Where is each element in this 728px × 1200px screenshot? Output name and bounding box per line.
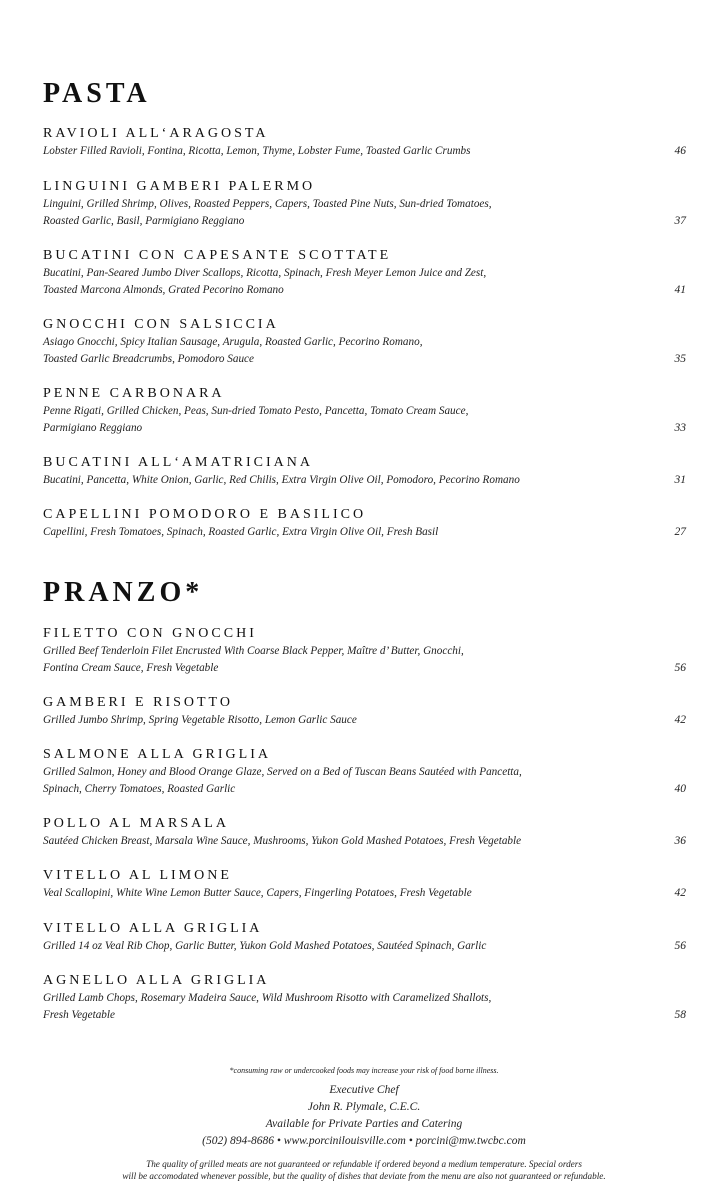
menu-item [43,920,688,955]
item-price: 56 [674,662,686,674]
menu-item [43,625,688,677]
item-name: CAPELLINI POMODORO E BASILICO [43,507,367,522]
item-name: GAMBERI E RISOTTO [43,695,233,710]
menu-item [43,125,688,160]
menu-item [43,247,688,299]
item-description: Linguini, Grilled Shrimp, Olives, Roasted Peppers, Capers, Toasted Pine Nuts, Sun-dried Tomatoes, Roasted Garlic, Basil, Parmigiano Reggiano [43,198,492,227]
item-price: 31 [674,474,686,486]
menu-item [43,178,688,230]
food-safety-warning: *consuming raw or undercooked foods may increase your risk of food borne illness. [229,1066,499,1075]
item-description: Veal Scallopini, White Wine Lemon Butter Sauce, Capers, Fingerling Potatoes, Fresh Vegetable [43,887,472,899]
chef-title: Executive Chef [329,1084,399,1096]
restaurant-info [0,1082,728,1150]
item-price: 56 [674,940,686,952]
item-description: Sautéed Chicken Breast, Marsala Wine Sauce, Mushrooms, Yukon Gold Mashed Potatoes, Fresh Vegetable [43,835,522,847]
menu-item [43,746,688,798]
item-description: Bucatini, Pan-Seared Jumbo Diver Scallops, Ricotta, Spinach, Fresh Meyer Lemon Juice and Zest, Toasted Marcona Almonds, Grated Pecorino Romano [43,267,487,296]
item-description: Grilled Salmon, Honey and Blood Orange Glaze, Served on a Bed of Tuscan Beans Sautéed with Pancetta, Spinach, Cherry Tomatoes, Roasted Garlic [43,766,522,795]
item-name: SALMONE ALLA GRIGLIA [43,747,271,762]
menu-item [43,385,688,437]
menu-item [43,454,688,489]
item-price: 27 [674,526,686,538]
item-price: 41 [674,284,686,296]
item-description: Asiago Gnocchi, Spicy Italian Sausage, Arugula, Roasted Garlic, Pecorino Romano, Toasted Garlic Breadcrumbs, Pomodoro Sauce [43,336,423,365]
menu-item [43,867,688,902]
section-title-pasta: PASTA [43,78,151,109]
fine-print-line: will be accomodated whenever possible, but the quality of dishes that deviate from the menu are also not guaranteed or refundable. [122,1171,606,1181]
item-price: 42 [674,714,686,726]
item-name: RAVIOLI ALL‘ARAGOSTA [43,126,269,141]
item-name: LINGUINI GAMBERI PALERMO [43,179,316,194]
item-name: PENNE CARBONARA [43,386,225,401]
item-description: Grilled Lamb Chops, Rosemary Madeira Sauce, Wild Mushroom Risotto with Caramelized Shallots, Fresh Vegetable [43,992,492,1021]
item-description: Capellini, Fresh Tomatoes, Spinach, Roasted Garlic, Extra Virgin Olive Oil, Fresh Basil [43,526,439,538]
chef-name: John R. Plymale, C.E.C. [307,1101,421,1113]
item-description: Grilled 14 oz Veal Rib Chop, Garlic Butter, Yukon Gold Mashed Potatoes, Sautéed Spinach, Garlic [43,940,487,952]
item-price: 33 [674,422,686,434]
item-name: GNOCCHI CON SALSICCIA [43,317,279,332]
item-price: 46 [674,145,686,157]
item-description: Bucatini, Pancetta, White Onion, Garlic, Red Chilis, Extra Virgin Olive Oil, Pomodoro, Pecorino Romano [43,474,520,486]
menu-item [43,972,688,1024]
item-price: 40 [674,783,686,795]
fine-print-line: The quality of grilled meats are not guaranteed or refundable if ordered beyond a medium temperature. Special orders [146,1159,582,1169]
item-price: 36 [674,835,686,847]
item-name: FILETTO CON GNOCCHI [43,626,257,641]
menu-item [43,694,688,729]
item-price: 42 [674,887,686,899]
menu-item [43,506,688,541]
menu-item [43,316,688,368]
item-price: 37 [674,215,686,227]
item-name: BUCATINI ALL‘AMATRICIANA [43,455,313,470]
contact-info: (502) 894-8686 • www.porcinilouisville.com • porcini@mw.twcbc.com [202,1135,526,1147]
section-title-pranzo: PRANZO* [43,577,204,608]
item-name: VITELLO ALLA GRIGLIA [43,921,263,936]
item-name: POLLO AL MARSALA [43,816,229,831]
item-description: Lobster Filled Ravioli, Fontina, Ricotta, Lemon, Thyme, Lobster Fume, Toasted Garlic Crumbs [43,145,471,157]
item-price: 35 [674,353,686,365]
menu-item [43,815,688,850]
item-price: 58 [674,1009,686,1021]
item-name: VITELLO AL LIMONE [43,868,232,883]
item-name: BUCATINI CON CAPESANTE SCOTTATE [43,248,392,263]
availability-note: Available for Private Parties and Catering [265,1118,463,1130]
item-name: AGNELLO ALLA GRIGLIA [43,973,270,988]
fine-print [0,1158,728,1182]
item-description: Grilled Beef Tenderloin Filet Encrusted With Coarse Black Pepper, Maître d’ Butter, Gnocchi, Fontina Cream Sauce, Fresh Vegetable [43,645,464,674]
item-description: Grilled Jumbo Shrimp, Spring Vegetable Risotto, Lemon Garlic Sauce [43,714,357,726]
item-description: Penne Rigati, Grilled Chicken, Peas, Sun-dried Tomato Pesto, Pancetta, Tomato Cream Sauce, Parmigiano Reggiano [43,405,469,434]
